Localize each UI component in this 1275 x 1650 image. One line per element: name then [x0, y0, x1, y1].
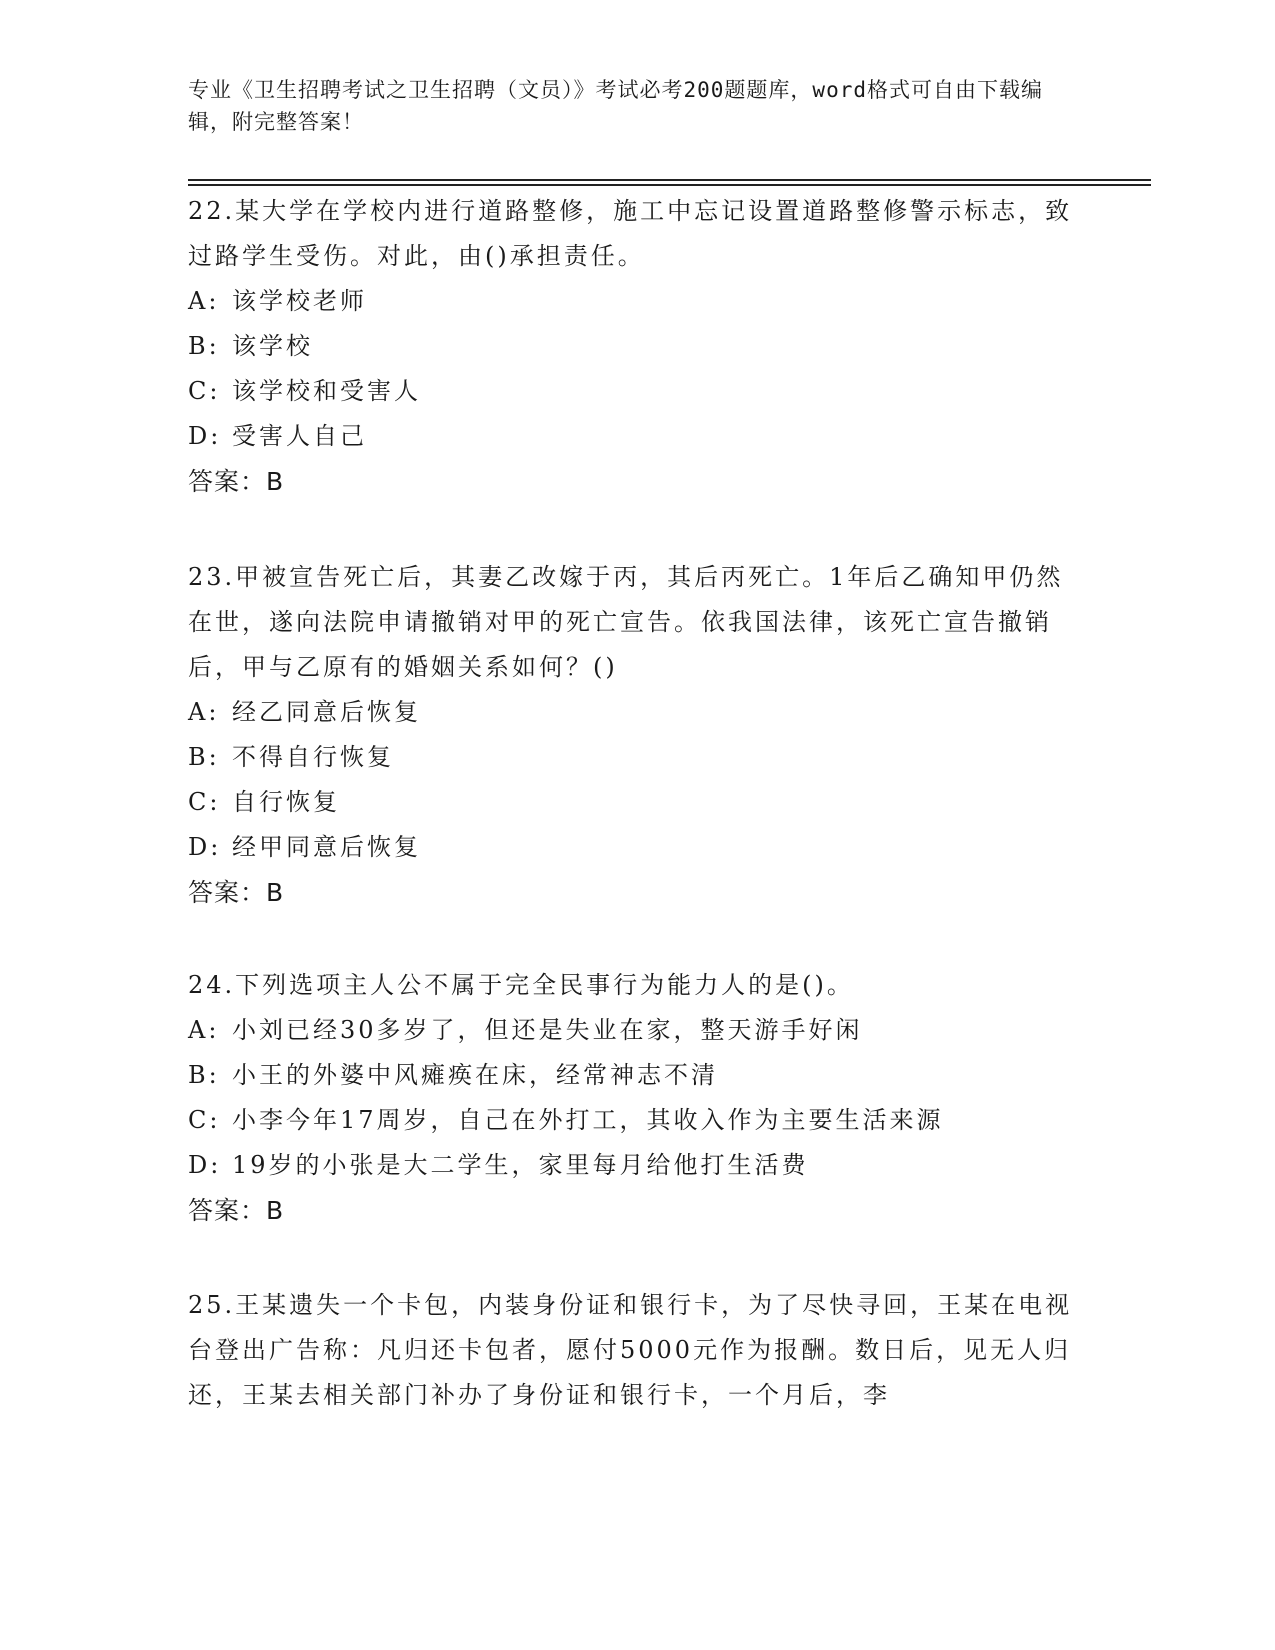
option-text: 小李今年17周岁，自己在外打工，其收入作为主要生活来源 — [232, 1106, 944, 1134]
option-key: A: — [188, 1016, 220, 1044]
option-text: 经乙同意后恢复 — [232, 698, 421, 726]
question-22 — [188, 189, 1088, 504]
option-d — [188, 414, 1088, 459]
question-stem: 25.王某遗失一个卡包，内装身份证和银行卡，为了尽快寻回，王某在电视台登出广告称：凡归还卡包者，愿付5000元作为报酬。数日后，见无人归还，王某去相关部门补办了身份证和银行卡，一个月后，李 — [188, 1291, 1073, 1409]
answer-line: 答案：B — [188, 1196, 285, 1225]
question-25 — [188, 1283, 1088, 1418]
option-key: D: — [188, 1151, 222, 1179]
option-text: 经甲同意后恢复 — [232, 833, 421, 861]
option-d — [188, 1143, 1088, 1188]
option-key: B: — [188, 743, 220, 771]
option-d — [188, 825, 1088, 870]
option-key: C: — [188, 1106, 221, 1134]
header-divider-bottom — [188, 184, 1151, 186]
option-c — [188, 1098, 1088, 1143]
header-divider-top — [188, 179, 1151, 181]
option-text: 该学校 — [232, 332, 313, 360]
option-key: B: — [188, 332, 220, 360]
option-a — [188, 690, 1088, 735]
option-text: 19岁的小张是大二学生，家里每月给他打生活费 — [232, 1151, 809, 1179]
question-24 — [188, 963, 1088, 1233]
option-text: 该学校老师 — [232, 287, 367, 315]
option-key: C: — [188, 788, 221, 816]
option-key: A: — [188, 698, 220, 726]
option-key: C: — [188, 377, 221, 405]
option-a — [188, 279, 1088, 324]
option-b — [188, 735, 1088, 780]
option-key: A: — [188, 287, 220, 315]
option-b — [188, 324, 1088, 369]
answer-line: 答案：B — [188, 467, 285, 496]
question-stem: 24.下列选项主人公不属于完全民事行为能力人的是()。 — [188, 971, 854, 999]
option-c — [188, 369, 1088, 414]
option-key: D: — [188, 422, 222, 450]
option-b — [188, 1053, 1088, 1098]
document-header: 专业《卫生招聘考试之卫生招聘（文员）》考试必考200题题库，word格式可自由下载编辑，附完整答案！ — [188, 78, 1043, 134]
option-text: 不得自行恢复 — [232, 743, 394, 771]
option-c — [188, 780, 1088, 825]
option-key: D: — [188, 833, 222, 861]
option-text: 受害人自己 — [232, 422, 367, 450]
question-stem: 23.甲被宣告死亡后，其妻乙改嫁于丙，其后丙死亡。1年后乙确知甲仍然在世，遂向法院申请撤销对甲的死亡宣告。依我国法律，该死亡宣告撤销后，甲与乙原有的婚姻关系如何？() — [188, 563, 1064, 681]
option-text: 小刘已经30多岁了，但还是失业在家，整天游手好闲 — [232, 1016, 863, 1044]
question-stem: 22.某大学在学校内进行道路整修，施工中忘记设置道路整修警示标志，致过路学生受伤。对此，由()承担责任。 — [188, 197, 1073, 270]
answer-line: 答案：B — [188, 878, 285, 907]
question-23 — [188, 555, 1088, 915]
option-text: 该学校和受害人 — [232, 377, 421, 405]
option-key: B: — [188, 1061, 220, 1089]
option-text: 自行恢复 — [232, 788, 340, 816]
option-a — [188, 1008, 1088, 1053]
option-text: 小王的外婆中风瘫痪在床，经常神志不清 — [232, 1061, 718, 1089]
